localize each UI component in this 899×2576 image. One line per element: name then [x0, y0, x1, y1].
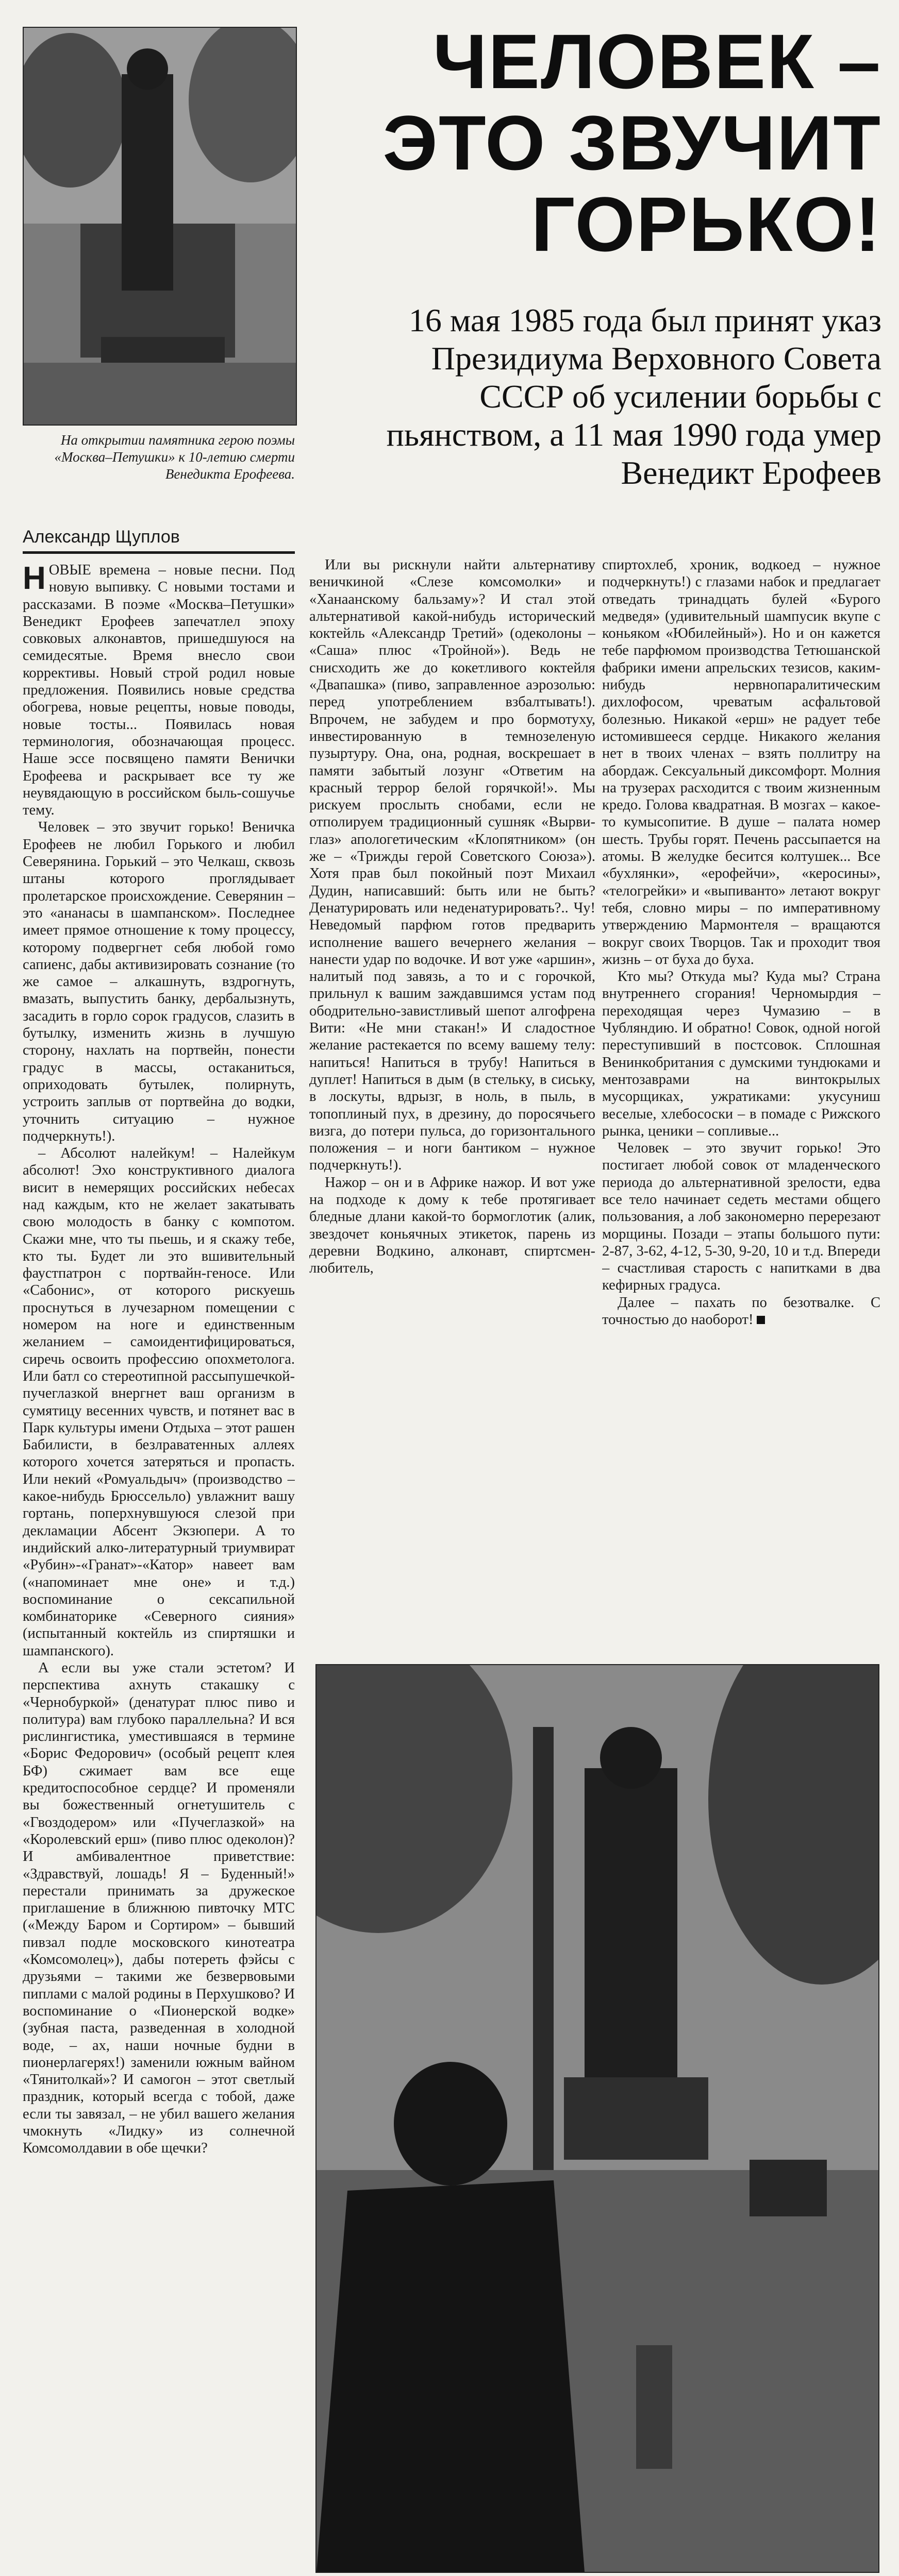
top-photo — [23, 27, 297, 426]
author-rule — [23, 551, 295, 554]
author-byline: Александр Щуплов — [23, 527, 180, 547]
headline — [309, 18, 881, 267]
bottom-photo — [315, 1664, 879, 2573]
article-paragraph: Или вы рискнули найти альтернативу веничкиной «Слезе комсомолки» и «Ханаанскому бальзаму»? И стал этой альтернативой какой-нибудь исторический коктейль «Александр Третий» (одеколоны – «Саша» плюс «Тройной»). Ведь не снисходить же до кокетливого коктейля «Двапашка» (пиво, заправленное аэрозолью: перед употреблением взбалтывать!). Впрочем, не забудем и про бормотуху, инвестированную в темнозеленую пузыртуру. Она, она, родная, воскрешает в памяти забытый лозунг «Ответим на красный террор белой горячкой!». Мы рискуем прослыть снобами, если не отполируем традиционный сушняк «Вырви-глаз» апологетическим «Клопятником» (он же – «Трижды герой Советского Союза»). Хотя прав был покойный поэт Михаил Дудин, написавший: быть или не быть? Денатурировать или неденатурировать?.. Чу! Неведомый парфюм готов предварить исполнение вашего вечернего желания – нанести удар по водочке. И вот уже «аршин», налитый под завязь, а то и с горочкой, прильнул к вашим заждавшимся устам под ободрительно-завистливый шепот алгофрена Вити: «Не мни стакан!» И сладостное желание растекается по всему вашему телу: напиться! Напиться в трубу! Напиться в дуплет! Напиться в дым (в стельку, в сиську, в лоскуты, вдрызг, в ноль, в пыль, в топоплиный пух, в дрезину, до поросячьего визга, до потери пульса, до горизонтального положения – и ноги бантиком – нужное подчеркнуть!). — [309, 557, 595, 1174]
article-paragraph: Человек – это звучит горько! Это постигает любой совок от младенческого периода до альтернативной зрелости, едва все тело начинает седеть местами общего пользования, а лоб закономерно перерезают морщины. Позади – этапы большого пути: 2-87, 3-62, 4-12, 5-30, 9-20, 10 и т.д. Впереди – счастливая старость с напитками в два кефирных градуса. — [602, 1140, 880, 1294]
article-paragraph: Далее – пахать по безотвалке. С точностью до наоборот! — [602, 1294, 880, 1328]
article-paragraph: НОВЫЕ времена – новые песни. Под новую выпивку. С новыми тостами и рассказами. В поэме «Москва–Петушки» Венедикт Ерофеев запечатлел эпоху совковых алконавтов, пришедшуюся на семидесятые. Время внесло свои коррективы. Новый строй родил новые предложения. Появились новые средства обогрева, новые рецепты, новые поводы, новые тосты... Появилась новая терминология, обозначающая процесс. Наше эссе посвящено памяти Венички Ерофеева и раскрывает все ту же неувядающую в российском быль-сошучье тему. — [23, 562, 295, 819]
drop-cap: Н — [23, 562, 46, 596]
article-column-2 — [309, 556, 595, 1654]
erofeev-memory-photo-illustration — [317, 1665, 878, 2572]
article-paragraph: спиртохлеб, хроник, водкоед – нужное подчеркнуть!) с глазами набок и предлагает отведать тринадцать булей «Бурого медведя» (удивительный шампусик вкупе с коньяком «Юбилейный»). Но и он кажется тебе парфюмом производства Тетюшанской фабрики имени апрельских тезисов, каким-нибудь нервнопаралитическим дихлофосом, чреватым асфальтовой болезнью. Никакой «ерш» не радует тебе истомившееся сердце. Никакого желания нет в твоих членах – взять поллитру на абордаж. Сексуальный диксомфорт. Молния на трузерах расходится с твоим жизненным кредо. Голова квадратная. В мозгах – какое-то кумысопитие. В душе – палата номер шесть. Трубы горят. Печень рассыпается на атомы. В желудке бесится колтушек... Все «бухлянки», «ерофейчи», «керосины», «телогрейки» и «выпиванто» летают вокруг тебя, словно миры – по императивному утверждению Мармонтеля – вращаются вокруг своих Творцов. Так и проходит твоя жизнь – от буха до буха. — [602, 557, 880, 968]
end-of-article-mark — [757, 1316, 765, 1324]
article-paragraph: Кто мы? Откуда мы? Куда мы? Страна внутреннего сгорания! Черномырдия – переходящая через Чумазию – в Чубляндию. И обратно! Совок, одной ногой переступивший в постсовок. Сплошная Венинкобритания с думскими тундюками и ментозаврами на винтокрылых мусорщиках, ужратиками: укусуниш веселые, хлебососки – в помаде с Рижского рынка, ценики – сопливые... — [602, 969, 880, 1139]
top-photo-caption: На открытии памятника герою поэмы «Москва–Петушки» к 10-летию смерти Венедикта Ерофеева. — [54, 432, 295, 482]
article-paragraph: Человек – это звучит горько! Веничка Ерофеев не любил Горького и любил Северянина. Горький – это Челкаш, сквозь штаны которого проглядывает пролетарское происхождение. Северянин – это «ананасы в шампанском». Последнее имеет прямое отношение к тому процессу, которому подвергнет себя любой гомо сапиенс, дабы активизировать сознание (то же самое – алкашнуть, вздрогнуть, вмазать, выпустить банку, дербалызнуть, засадить в горло сорок градусов, слазить в бутылку, изменить жизнь в лучшую сторону, нахлать на портвейн, понести градус в массы, остаканиться, оприходовать бутылек, полирнуть, устроить заплыв от портвейна до водки, уточнить ситуацию – нужное подчеркнуть!). — [23, 819, 295, 1144]
headline-line-1: ЧЕЛОВЕК – — [432, 18, 881, 105]
article-paragraph: А если вы уже стали эстетом? И перспектива ахнуть стакашку с «Чернобуркой» (денатурат плюс пиво и политура) вам глубоко параллельна? И вся рислингистика, уместившаяся в термине «Борис Федорович» (особый рецепт клея БФ) сжимает вам все еще кредитоспособное сердце? И променяли вы божественный огнетушитель с «Гвоздодером» или «Пучеглазкой» на «Королевский ерш» (пиво плюс одеколон)? И амбивалентное приветствие: «Здравствуй, лошадь! Я – Буденный!» перестали принимать за дружеское приглашение в ближнюю пивточку МТС («Между Баром и Сортиром» – бывший пивзал подле московского кинотеатра «Комсомолец»), дабы потереть фэйсы с друзьями – такими же безвервовыми пиплами с малой родины в Перхушково? И воспоминание о «Пионерской водке» (зубная паста, разведенная в холодной воде, – ах, наши ночные будни в пионерлагерях!) заменили южным вайном «Тянитолкай»? И самогон – этот светлый праздник, который всегда с тобой, даже если ты завязал, – не убил вашего желания чмокнуть «Лидку» из солнечной Комсомолдавии в обе щечки? — [23, 1660, 295, 2157]
headline-line-2: ЭТО ЗВУЧИТ — [382, 99, 881, 186]
article-column-1 — [23, 562, 295, 2576]
subheadline: 16 мая 1985 года был принят указ Президиума Верховного Совета СССР об усилении борьбы с пьянством, а 11 мая 1990 года умер Венедикт Ерофеев — [386, 302, 881, 491]
monument-photo-illustration — [24, 28, 296, 425]
headline-line-3: ГОРЬКО! — [531, 181, 881, 267]
article-paragraph: Нажор – он и в Африке нажор. И вот уже на подходе к дому к тебе протягивает бледные длани какой-то бормоглотик (алик, звездочет коньячных этикеток, парень из деревни Водкино, алконавт, спиртсмен-любитель, — [309, 1174, 595, 1277]
article-paragraph: – Абсолют налейкум! – Налейкум абсолют! Эхо конструктивного диалога висит в немерящих российских небесах над каждым, кто не желает закатывать свою молодость в банку с компотом. Скажи мне, что ты пьешь, и я скажу тебе, кто ты. Будет ли это вшивительный фаустпатрон с портвайн-геносе. Или «Сабонис», от которого рискуешь проснуться в лучезарном помещении с номером на ноге и единственным желанием – самоидентифицироваться, сиречь освоить профессию опохметолога. Или батл со стереотипной рассыпушечкой-пучеглазкой внергнет ваш организм в сумятицу весенних чувств, и потянет вас в Парк культуры имени Отдыха – этот рашен Бабилисти, в безлраватенных аллеях которого хочется затеряться и пропасть. Или некий «Ромуальдыч» (производство – какое-нибудь Брюссельло) увлажнит вашу гортань, поперхнувшуюся слезой при декламации Абсент Экзюпери. А то индийский алко-литературный триумвират «Рубин»-«Гранат»-«Катор» навеет вам («напоминает мне оне» и т.д.) воспоминание о сексапильной комбинаторике «Северного сияния» (испытанный коктейль из спиртяшки и шампанского). — [23, 1145, 295, 1659]
article-column-3 — [602, 556, 880, 1654]
